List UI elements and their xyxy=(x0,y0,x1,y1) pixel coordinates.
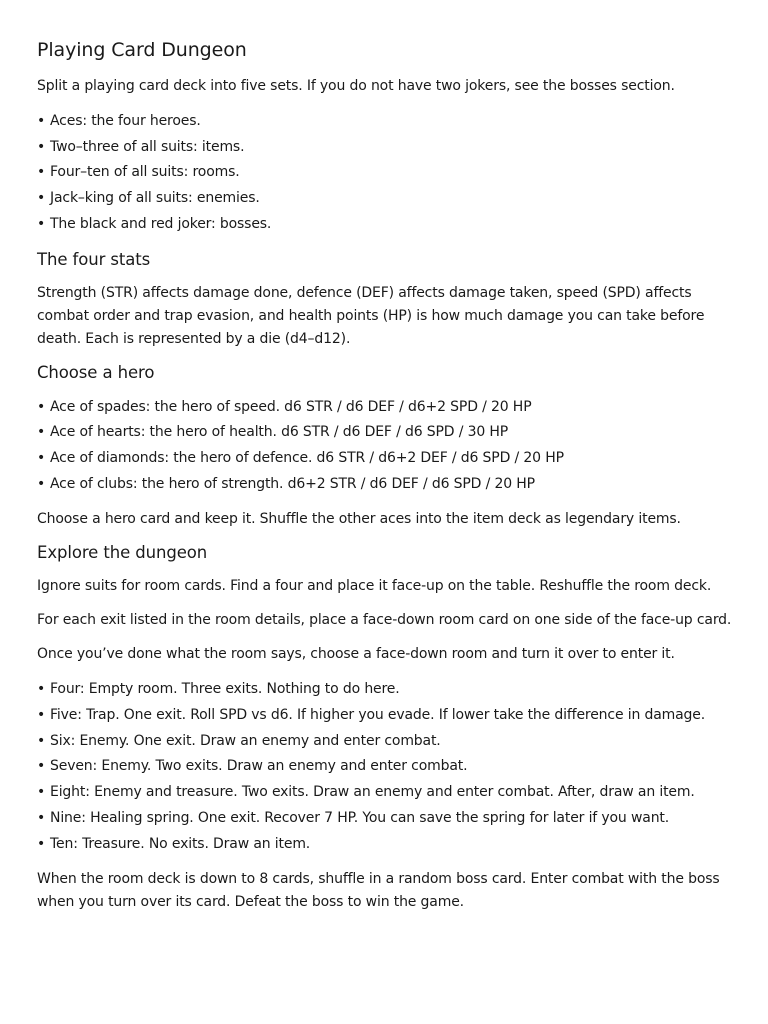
bullet-icon: • xyxy=(37,732,46,749)
list-item-text: Ace of diamonds: the hero of defence. d6 STR / d6+2 DEF / d6 SPD / 20 HP xyxy=(50,449,564,466)
bullet-icon: • xyxy=(37,449,46,466)
bullet-icon: • xyxy=(37,190,46,207)
bullet-icon: • xyxy=(37,707,46,724)
bullet-icon: • xyxy=(37,475,46,492)
list-item-text: Ace of hearts: the hero of health. d6 STR / d6 DEF / d6 SPD / 30 HP xyxy=(50,424,509,441)
bullet-icon: • xyxy=(37,215,46,232)
list-item-text: Two–three of all suits: items. xyxy=(50,138,245,155)
list-item-text: Jack–king of all suits: enemies. xyxy=(50,190,260,207)
list-item xyxy=(37,446,738,472)
page-title: Playing Card Dungeon xyxy=(37,39,247,61)
hero-list xyxy=(37,395,738,498)
list-item-text: Four: Empty room. Three exits. Nothing to do here. xyxy=(50,681,400,698)
bullet-icon: • xyxy=(37,164,46,181)
dungeon-paragraph-2: For each exit listed in the room details, place a face-down room card on one side of the face-up card. xyxy=(37,612,732,629)
dungeon-paragraph-1: Ignore suits for room cards. Find a four and place it face-up on the table. Reshuffle the room deck. xyxy=(37,578,712,595)
bullet-icon: • xyxy=(37,113,46,129)
bullet-icon: • xyxy=(37,138,46,155)
bullet-icon: • xyxy=(37,424,46,441)
hero-after-paragraph: Choose a hero card and keep it. Shuffle the other aces into the item deck as legendary items. xyxy=(37,511,681,528)
list-item xyxy=(37,109,738,135)
list-item xyxy=(37,395,738,421)
bullet-icon: • xyxy=(37,809,46,826)
list-item xyxy=(37,677,738,703)
bullet-icon: • xyxy=(37,758,46,775)
outro-paragraph: When the room deck is down to 8 cards, shuffle in a random boss card. Enter combat with the boss when you turn over its card. Defeat the boss to win the game. xyxy=(37,871,720,911)
list-item xyxy=(37,703,738,729)
list-item-text: Four–ten of all suits: rooms. xyxy=(50,164,240,181)
list-item-text: Five: Trap. One exit. Roll SPD vs d6. If higher you evade. If lower take the difference in damage. xyxy=(50,707,706,724)
deck-sets-list xyxy=(37,109,738,238)
list-item xyxy=(37,754,738,780)
list-item-text: The black and red joker: bosses. xyxy=(50,215,272,232)
list-item-text: Eight: Enemy and treasure. Two exits. Draw an enemy and enter combat. After, draw an item. xyxy=(50,784,695,801)
bullet-icon: • xyxy=(37,398,46,415)
list-item-text: Ten: Treasure. No exits. Draw an item. xyxy=(50,835,311,852)
dungeon-heading: Explore the dungeon xyxy=(37,543,208,563)
dungeon-paragraph-3: Once you’ve done what the room says, choose a face-down room and turn it over to enter it. xyxy=(37,646,675,663)
bullet-icon: • xyxy=(37,681,46,698)
list-item-text: Six: Enemy. One exit. Draw an enemy and enter combat. xyxy=(50,732,441,749)
list-item xyxy=(37,420,738,446)
stats-paragraph: Strength (STR) affects damage done, defence (DEF) affects damage taken, speed (SPD) affects combat order and trap evasion, and health points (HP) is how much damage you can take before death. Each is represented by a die (d4–d12). xyxy=(37,284,705,347)
list-item-text: Aces: the four heroes. xyxy=(50,113,201,129)
list-item xyxy=(37,135,738,161)
list-item-text: Nine: Healing spring. One exit. Recover 7 HP. You can save the spring for later if you want. xyxy=(50,809,670,826)
list-item xyxy=(37,780,738,806)
list-item-text: Ace of clubs: the hero of strength. d6+2 STR / d6 DEF / d6 SPD / 20 HP xyxy=(50,475,535,492)
rooms-list xyxy=(37,677,738,857)
list-item xyxy=(37,212,738,238)
hero-heading: Choose a hero xyxy=(37,362,155,382)
list-item xyxy=(37,472,738,498)
list-item xyxy=(37,160,738,186)
list-item xyxy=(37,186,738,212)
list-item-text: Seven: Enemy. Two exits. Draw an enemy and enter combat. xyxy=(50,758,468,775)
list-item xyxy=(37,832,738,858)
list-item xyxy=(37,806,738,832)
bullet-icon: • xyxy=(37,835,46,852)
list-item-text: Ace of spades: the hero of speed. d6 STR / d6 DEF / d6+2 SPD / 20 HP xyxy=(50,398,532,415)
intro-paragraph: Split a playing card deck into five sets. If you do not have two jokers, see the bosses section. xyxy=(37,78,675,94)
bullet-icon: • xyxy=(37,784,46,801)
stats-heading: The four stats xyxy=(37,249,151,269)
list-item xyxy=(37,729,738,755)
